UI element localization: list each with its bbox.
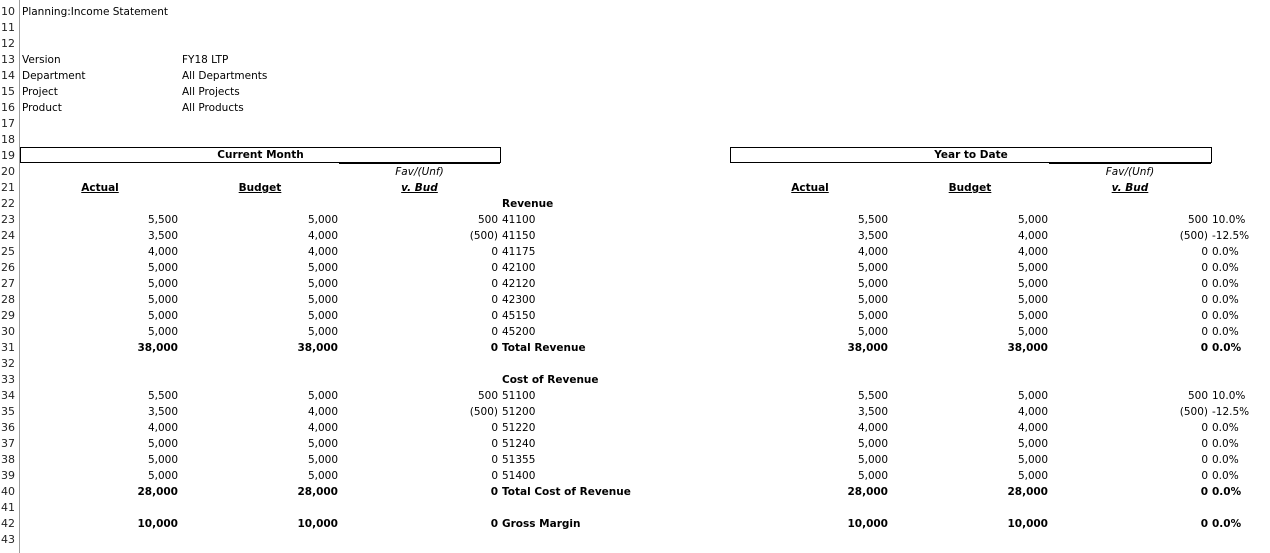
cell-ytd-percent[interactable]: -12.5% <box>1212 406 1250 418</box>
cell-variance[interactable]: 0 <box>491 470 498 482</box>
current-month-header[interactable]: Current Month <box>20 147 501 163</box>
row-number[interactable]: 21 <box>1 181 15 194</box>
cell-ytd-budget[interactable]: 4,000 <box>1017 406 1048 418</box>
cell-ytd-percent[interactable]: 0.0% <box>1212 486 1242 498</box>
cell-ytd-variance[interactable]: 0 <box>1200 342 1208 354</box>
cell-variance[interactable]: (500) <box>469 406 498 418</box>
cell-ytd-variance[interactable]: 0 <box>1201 326 1208 338</box>
row-number[interactable]: 15 <box>1 85 15 98</box>
cell-ytd-variance[interactable]: 500 <box>1187 214 1208 226</box>
cell-ytd-actual[interactable]: 5,000 <box>857 470 888 482</box>
cell-budget[interactable]: 4,000 <box>307 230 338 242</box>
cell-variance[interactable]: 0 <box>491 246 498 258</box>
row-number[interactable]: 31 <box>1 341 15 354</box>
cell-actual[interactable]: 3,500 <box>147 406 178 418</box>
cell-account[interactable]: 51200 <box>502 406 536 418</box>
cell-budget[interactable]: 4,000 <box>307 246 338 258</box>
budget-header-current[interactable]: Budget <box>238 182 282 194</box>
row-number[interactable]: 17 <box>1 117 15 130</box>
cell-budget[interactable]: 5,000 <box>307 326 338 338</box>
row-number[interactable]: 16 <box>1 101 15 114</box>
param-label-project[interactable]: Project <box>22 86 58 98</box>
cell-ytd-actual[interactable]: 3,500 <box>857 230 888 242</box>
cell-ytd-actual[interactable]: 4,000 <box>857 246 888 258</box>
cell-ytd-budget[interactable]: 5,000 <box>1017 454 1048 466</box>
cell-variance[interactable]: 500 <box>477 390 498 402</box>
cell-ytd-budget[interactable]: 5,000 <box>1017 262 1048 274</box>
cell-variance[interactable]: 0 <box>491 294 498 306</box>
cell-variance[interactable]: 0 <box>490 342 498 354</box>
cell-ytd-actual[interactable]: 38,000 <box>847 342 888 354</box>
cell-actual[interactable]: 5,000 <box>147 326 178 338</box>
cell-variance[interactable]: 500 <box>477 214 498 226</box>
cell-ytd-percent[interactable]: 0.0% <box>1212 246 1239 258</box>
cell-account[interactable]: 51400 <box>502 470 536 482</box>
row-number[interactable]: 36 <box>1 421 15 434</box>
row-number[interactable]: 26 <box>1 261 15 274</box>
row-number[interactable]: 12 <box>1 37 15 50</box>
cell-ytd-variance[interactable]: 0 <box>1201 294 1208 306</box>
cell-ytd-variance[interactable]: 0 <box>1201 310 1208 322</box>
cell-variance[interactable]: 0 <box>491 262 498 274</box>
cell-ytd-budget[interactable]: 5,000 <box>1017 326 1048 338</box>
cell-account[interactable]: 42120 <box>502 278 536 290</box>
cell-variance[interactable]: 0 <box>491 310 498 322</box>
cell-ytd-variance[interactable]: (500) <box>1179 230 1208 242</box>
cell-account[interactable]: 41175 <box>502 246 536 258</box>
report-title[interactable]: Planning:Income Statement <box>22 6 168 18</box>
cell-ytd-actual[interactable]: 28,000 <box>847 486 888 498</box>
cell-ytd-budget[interactable]: 5,000 <box>1017 214 1048 226</box>
cell-ytd-actual[interactable]: 5,000 <box>857 454 888 466</box>
cell-ytd-percent[interactable]: 0.0% <box>1212 278 1239 290</box>
param-value-product[interactable]: All Products <box>182 102 244 114</box>
row-number[interactable]: 41 <box>1 501 15 514</box>
vbud-header-current[interactable]: v. Bud <box>401 182 438 194</box>
cell-account[interactable]: 51355 <box>502 454 536 466</box>
cell-ytd-actual[interactable]: 3,500 <box>857 406 888 418</box>
cell-variance[interactable]: 0 <box>490 486 498 498</box>
cell-account[interactable]: 41100 <box>502 214 536 226</box>
cell-ytd-percent[interactable]: 0.0% <box>1212 454 1239 466</box>
cell-ytd-budget[interactable]: 4,000 <box>1017 422 1048 434</box>
cell-ytd-percent[interactable]: 0.0% <box>1212 470 1239 482</box>
cell-actual[interactable]: 5,000 <box>147 470 178 482</box>
cell-ytd-actual[interactable]: 5,000 <box>857 294 888 306</box>
row-number[interactable]: 39 <box>1 469 15 482</box>
cell-ytd-budget[interactable]: 5,000 <box>1017 310 1048 322</box>
row-number[interactable]: 37 <box>1 437 15 450</box>
cell-ytd-budget[interactable]: 5,000 <box>1017 390 1048 402</box>
cell-variance[interactable]: 0 <box>491 326 498 338</box>
cell-ytd-actual[interactable]: 5,500 <box>857 214 888 226</box>
cell-ytd-variance[interactable]: (500) <box>1179 406 1208 418</box>
cell-ytd-actual[interactable]: 10,000 <box>847 518 888 530</box>
actual-header-current[interactable]: Actual <box>81 182 119 194</box>
cell-ytd-budget[interactable]: 5,000 <box>1017 438 1048 450</box>
cell-ytd-budget[interactable]: 4,000 <box>1017 230 1048 242</box>
row-number[interactable]: 38 <box>1 453 15 466</box>
row-number[interactable]: 35 <box>1 405 15 418</box>
cell-ytd-percent[interactable]: 10.0% <box>1212 214 1246 226</box>
cell-actual[interactable]: 3,500 <box>147 230 178 242</box>
cell-ytd-percent[interactable]: 0.0% <box>1212 342 1242 354</box>
cell-ytd-actual[interactable]: 5,500 <box>857 390 888 402</box>
cell-account[interactable]: 41150 <box>502 230 536 242</box>
cell-ytd-variance[interactable]: 0 <box>1201 278 1208 290</box>
cell-account[interactable]: 42300 <box>502 294 536 306</box>
cell-ytd-variance[interactable]: 0 <box>1201 470 1208 482</box>
cell-ytd-budget[interactable]: 28,000 <box>1007 486 1048 498</box>
cell-ytd-actual[interactable]: 4,000 <box>857 422 888 434</box>
cell-budget[interactable]: 4,000 <box>307 406 338 418</box>
cell-ytd-percent[interactable]: 0.0% <box>1212 310 1239 322</box>
cell-variance[interactable]: 0 <box>491 278 498 290</box>
cell-ytd-budget[interactable]: 5,000 <box>1017 278 1048 290</box>
cell-ytd-actual[interactable]: 5,000 <box>857 278 888 290</box>
cell-actual[interactable]: 5,000 <box>147 294 178 306</box>
row-number[interactable]: 24 <box>1 229 15 242</box>
cell-actual[interactable]: 5,500 <box>147 390 178 402</box>
param-value-version[interactable]: FY18 LTP <box>182 54 229 66</box>
cell-budget[interactable]: 5,000 <box>307 438 338 450</box>
cell-ytd-percent[interactable]: -12.5% <box>1212 230 1250 242</box>
cell-account[interactable]: 42100 <box>502 262 536 274</box>
cell-budget[interactable]: 5,000 <box>307 262 338 274</box>
budget-header-ytd[interactable]: Budget <box>948 182 992 194</box>
row-number[interactable]: 33 <box>1 373 15 386</box>
param-label-department[interactable]: Department <box>22 70 86 82</box>
row-number[interactable]: 27 <box>1 277 15 290</box>
row-number[interactable]: 14 <box>1 69 15 82</box>
cell-account[interactable]: Gross Margin <box>502 518 581 530</box>
row-header-column <box>0 0 20 553</box>
cost-section-title[interactable]: Cost of Revenue <box>502 374 599 386</box>
fav-header-current[interactable]: Fav/(Unf) <box>395 166 444 178</box>
cell-ytd-variance[interactable]: 500 <box>1187 390 1208 402</box>
cell-budget[interactable]: 4,000 <box>307 422 338 434</box>
row-number[interactable]: 29 <box>1 309 15 322</box>
param-value-project[interactable]: All Projects <box>182 86 240 98</box>
row-number[interactable]: 23 <box>1 213 15 226</box>
cell-ytd-percent[interactable]: 0.0% <box>1212 262 1239 274</box>
cell-account[interactable]: 45150 <box>502 310 536 322</box>
cell-actual[interactable]: 5,000 <box>147 262 178 274</box>
row-number[interactable]: 22 <box>1 197 15 210</box>
row-number[interactable]: 20 <box>1 165 15 178</box>
cell-ytd-percent[interactable]: 0.0% <box>1212 518 1242 530</box>
row-number[interactable]: 34 <box>1 389 15 402</box>
row-number[interactable]: 30 <box>1 325 15 338</box>
cell-budget[interactable]: 5,000 <box>307 390 338 402</box>
cell-ytd-variance[interactable]: 0 <box>1201 246 1208 258</box>
cell-ytd-actual[interactable]: 5,000 <box>857 262 888 274</box>
cell-account[interactable]: 51240 <box>502 438 536 450</box>
cell-ytd-percent[interactable]: 0.0% <box>1212 294 1239 306</box>
param-label-product[interactable]: Product <box>22 102 62 114</box>
cell-variance[interactable]: (500) <box>469 230 498 242</box>
cell-actual[interactable]: 4,000 <box>147 246 178 258</box>
row-number[interactable]: 13 <box>1 53 15 66</box>
cell-ytd-variance[interactable]: 0 <box>1200 518 1208 530</box>
cell-account[interactable]: 45200 <box>502 326 536 338</box>
cell-ytd-percent[interactable]: 0.0% <box>1212 326 1239 338</box>
row-number[interactable]: 43 <box>1 533 15 546</box>
cell-actual[interactable]: 4,000 <box>147 422 178 434</box>
row-number[interactable]: 28 <box>1 293 15 306</box>
cell-budget[interactable]: 5,000 <box>307 470 338 482</box>
vbud-header-ytd[interactable]: v. Bud <box>1111 182 1149 194</box>
cell-budget[interactable]: 5,000 <box>307 310 338 322</box>
row-number[interactable]: 11 <box>1 21 15 34</box>
cell-ytd-variance[interactable]: 0 <box>1200 486 1208 498</box>
cell-account[interactable]: 51100 <box>502 390 536 402</box>
cell-variance[interactable]: 0 <box>491 422 498 434</box>
cell-budget[interactable]: 5,000 <box>307 214 338 226</box>
cell-ytd-variance[interactable]: 0 <box>1201 454 1208 466</box>
cell-variance[interactable]: 0 <box>491 454 498 466</box>
cell-ytd-budget[interactable]: 10,000 <box>1007 518 1048 530</box>
cell-ytd-actual[interactable]: 5,000 <box>857 310 888 322</box>
cell-actual[interactable]: 38,000 <box>137 342 178 354</box>
row-number[interactable]: 40 <box>1 485 15 498</box>
cell-budget[interactable]: 38,000 <box>297 342 338 354</box>
cell-ytd-budget[interactable]: 5,000 <box>1017 470 1048 482</box>
row-number[interactable]: 25 <box>1 245 15 258</box>
cell-budget[interactable]: 10,000 <box>297 518 338 530</box>
cell-variance[interactable]: 0 <box>491 438 498 450</box>
row-number[interactable]: 18 <box>1 133 15 146</box>
cell-ytd-actual[interactable]: 5,000 <box>857 438 888 450</box>
cell-account[interactable]: 51220 <box>502 422 536 434</box>
cell-ytd-percent[interactable]: 0.0% <box>1212 422 1239 434</box>
cell-actual[interactable]: 5,500 <box>147 214 178 226</box>
cell-ytd-actual[interactable]: 5,000 <box>857 326 888 338</box>
cell-ytd-variance[interactable]: 0 <box>1201 262 1208 274</box>
row-number[interactable]: 32 <box>1 357 15 370</box>
row-number[interactable]: 42 <box>1 517 15 530</box>
actual-header-ytd[interactable]: Actual <box>791 182 829 194</box>
cell-budget[interactable]: 5,000 <box>307 454 338 466</box>
revenue-section-title[interactable]: Revenue <box>502 198 554 210</box>
param-value-department[interactable]: All Departments <box>182 70 268 82</box>
cell-variance[interactable]: 0 <box>490 518 498 530</box>
cell-actual[interactable]: 5,000 <box>147 310 178 322</box>
cell-account[interactable]: Total Revenue <box>502 342 586 354</box>
cell-ytd-variance[interactable]: 0 <box>1201 438 1208 450</box>
cell-budget[interactable]: 5,000 <box>307 278 338 290</box>
fav-header-ytd[interactable]: Fav/(Unf) <box>1105 166 1155 178</box>
row-number[interactable]: 19 <box>1 149 15 162</box>
param-label-version[interactable]: Version <box>22 54 61 66</box>
cell-account[interactable]: Total Cost of Revenue <box>502 486 631 498</box>
cell-ytd-budget[interactable]: 4,000 <box>1017 246 1048 258</box>
cell-ytd-budget[interactable]: 38,000 <box>1007 342 1048 354</box>
cell-ytd-variance[interactable]: 0 <box>1201 422 1208 434</box>
ytd-header[interactable]: Year to Date <box>730 147 1212 163</box>
cell-budget[interactable]: 5,000 <box>307 294 338 306</box>
cell-ytd-percent[interactable]: 0.0% <box>1212 438 1239 450</box>
cell-actual[interactable]: 5,000 <box>147 438 178 450</box>
cell-ytd-percent[interactable]: 10.0% <box>1212 390 1246 402</box>
cell-actual[interactable]: 5,000 <box>147 454 178 466</box>
row-number[interactable]: 10 <box>1 5 15 18</box>
cell-actual[interactable]: 10,000 <box>137 518 178 530</box>
cell-actual[interactable]: 28,000 <box>137 486 178 498</box>
cell-budget[interactable]: 28,000 <box>297 486 338 498</box>
cell-actual[interactable]: 5,000 <box>147 278 178 290</box>
cell-ytd-budget[interactable]: 5,000 <box>1017 294 1048 306</box>
